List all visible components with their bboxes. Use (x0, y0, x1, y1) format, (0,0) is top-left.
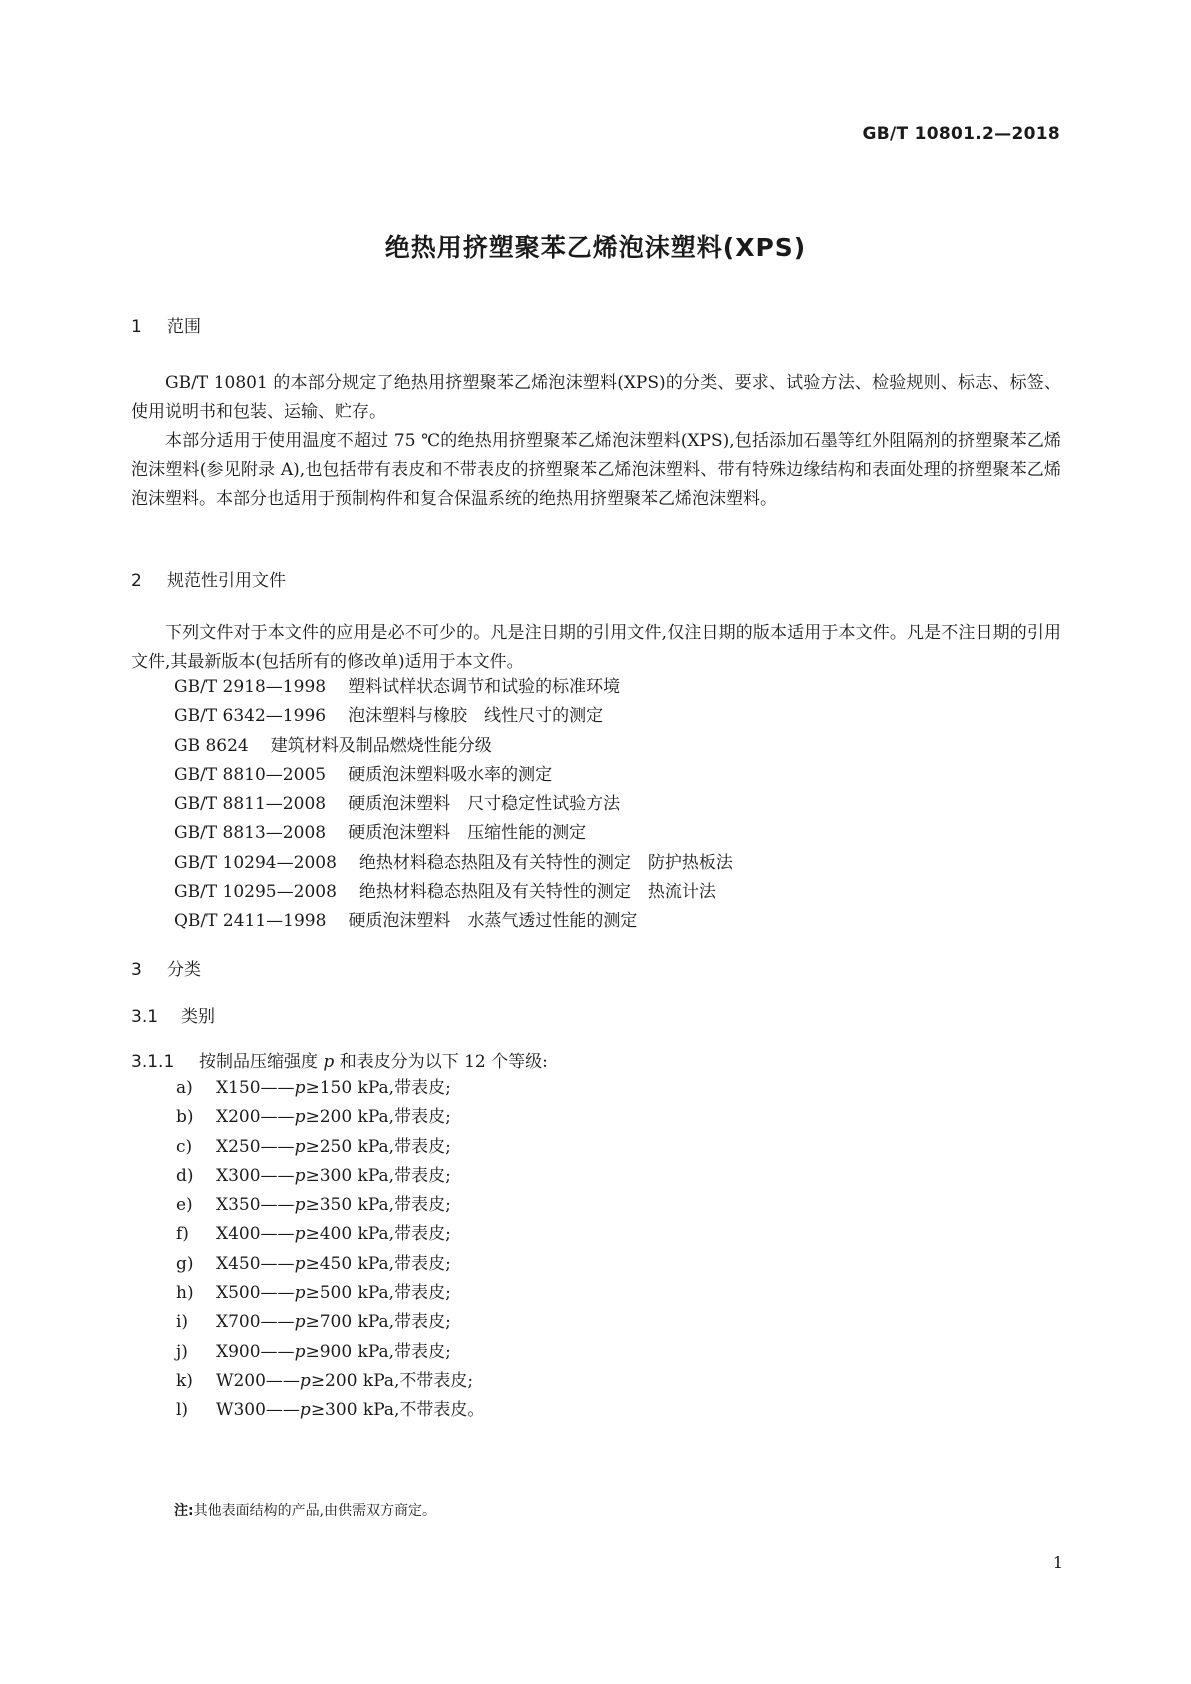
reference-item (174, 819, 733, 848)
list-item (176, 1162, 484, 1191)
clause-3-1-1 (131, 1047, 548, 1072)
list-letter: f) (176, 1224, 189, 1245)
reference-title: 绝热材料稳态热阻及有关特性的测定 防护热板法 (358, 852, 733, 873)
list-item (176, 1250, 484, 1279)
reference-item (174, 732, 733, 761)
grade-text: X250——p≥250 kPa,带表皮; (216, 1136, 451, 1157)
note-text: 其他表面结构的产品,由供需双方商定。 (193, 1503, 437, 1519)
section-2-intro (131, 619, 1061, 677)
list-letter: d) (176, 1165, 194, 1186)
grade-text: X300——p≥300 kPa,带表皮; (216, 1165, 451, 1186)
list-item (176, 1220, 484, 1249)
list-letter: j) (176, 1341, 188, 1362)
reference-title: 硬质泡沫塑料 压缩性能的测定 (348, 823, 587, 844)
paragraph: 下列文件对于本文件的应用是必不可少的。凡是注日期的引用文件,仅注日期的版本适用于本文件。凡是不注日期的引用文件,其最新版本(包括所有的修改单)适用于本文件。 (131, 623, 1061, 672)
reference-item (174, 702, 733, 731)
list-item (176, 1074, 484, 1103)
paragraph: 本部分适用于使用温度不超过 75 ℃的绝热用挤塑聚苯乙烯泡沫塑料(XPS),包括添加石墨等红外阻隔剂的挤塑聚苯乙烯泡沫塑料(参见附录 A),也包括带有表皮和不带表皮的挤塑聚苯乙烯泡沫塑料、带有特殊边缘结构和表面处理的挤塑聚苯乙烯泡沫塑料。本部分也适用于预制构件和复合保温系统的绝热用挤塑聚苯乙烯泡沫塑料。 (131, 431, 1061, 509)
list-letter: g) (176, 1253, 194, 1274)
reference-title: 泡沫塑料与橡胶 线性尺寸的测定 (348, 706, 604, 727)
grade-text: X150——p≥150 kPa,带表皮; (216, 1078, 451, 1098)
note (174, 1500, 436, 1520)
reference-code: GB/T 8811—2008 (174, 794, 327, 815)
subsection-title: 类别 (181, 1007, 215, 1027)
list-item (176, 1133, 484, 1162)
reference-list (174, 673, 733, 937)
reference-code: GB/T 10294—2008 (174, 852, 337, 873)
subsection-number: 3.1 (131, 1007, 159, 1027)
grade-text: X400——p≥400 kPa,带表皮; (216, 1224, 451, 1245)
section-number: 2 (131, 571, 142, 591)
reference-code: GB/T 8810—2005 (174, 764, 327, 785)
section-3-heading (131, 955, 201, 980)
list-letter: e) (176, 1195, 193, 1216)
list-letter: a) (176, 1078, 193, 1098)
grade-text: X350——p≥350 kPa,带表皮; (216, 1195, 451, 1216)
reference-code: QB/T 2411—1998 (174, 911, 327, 932)
reference-title: 硬质泡沫塑料 水蒸气透过性能的测定 (348, 911, 638, 932)
reference-title: 硬质泡沫塑料吸水率的测定 (348, 764, 553, 785)
reference-item (174, 878, 733, 907)
section-1-heading (131, 312, 201, 337)
reference-code: GB 8624 (174, 735, 249, 756)
list-letter: l) (176, 1400, 189, 1421)
reference-code: GB/T 6342—1996 (174, 706, 327, 727)
list-item (176, 1338, 484, 1367)
grade-text: X200——p≥200 kPa,带表皮; (216, 1107, 451, 1128)
grade-text: X700——p≥700 kPa,带表皮; (216, 1312, 451, 1333)
list-letter: k) (176, 1370, 193, 1391)
reference-title: 塑料试样状态调节和试验的标准环境 (348, 677, 621, 697)
grade-text: X450——p≥450 kPa,带表皮; (216, 1253, 451, 1274)
grade-text: X900——p≥900 kPa,带表皮; (216, 1341, 451, 1362)
list-item (176, 1308, 484, 1337)
list-letter: c) (176, 1136, 193, 1157)
standard-number: GB/T 10801.2—2018 (862, 124, 1060, 144)
clause-text: 按制品压缩强度 (199, 1052, 318, 1072)
reference-item (174, 790, 733, 819)
section-title: 规范性引用文件 (167, 571, 286, 591)
section-title: 分类 (167, 960, 201, 980)
reference-item (174, 849, 733, 878)
clause-number: 3.1.1 (131, 1052, 175, 1072)
note-label: 注: (174, 1503, 194, 1519)
section-number: 3 (131, 960, 142, 980)
reference-item (174, 673, 733, 702)
document-title: 绝热用挤塑聚苯乙烯泡沫塑料(XPS) (384, 233, 807, 262)
paragraph: GB/T 10801 的本部分规定了绝热用挤塑聚苯乙烯泡沫塑料(XPS)的分类、要求、试验方法、检验规则、标志、标签、使用说明书和包装、运输、贮存。 (131, 373, 1061, 422)
section-title: 范围 (167, 317, 201, 337)
section-number: 1 (131, 317, 142, 337)
reference-item (174, 761, 733, 790)
section-2-heading (131, 566, 286, 591)
list-letter: h) (176, 1283, 194, 1304)
reference-code: GB/T 10295—2008 (174, 882, 337, 903)
grade-text: W200——p≥200 kPa,不带表皮; (216, 1370, 474, 1391)
list-item (176, 1279, 484, 1308)
grade-text: W300——p≥300 kPa,不带表皮。 (216, 1400, 485, 1421)
page-number: 1 (1052, 1553, 1063, 1572)
reference-code: GB/T 2918—1998 (174, 677, 327, 697)
grade-list (176, 1074, 484, 1426)
list-item (176, 1191, 484, 1220)
clause-text: 和表皮分为以下 12 个等级: (339, 1052, 548, 1072)
pressure-symbol: p (323, 1052, 335, 1072)
reference-code: GB/T 8813—2008 (174, 823, 327, 844)
subsection-3-1-heading (131, 1002, 215, 1027)
section-1-body (131, 369, 1061, 514)
reference-title: 硬质泡沫塑料 尺寸稳定性试验方法 (348, 794, 621, 815)
list-item (176, 1396, 484, 1425)
reference-title: 绝热材料稳态热阻及有关特性的测定 热流计法 (358, 882, 716, 903)
list-item (176, 1103, 484, 1132)
list-item (176, 1367, 484, 1396)
grade-text: X500——p≥500 kPa,带表皮; (216, 1283, 451, 1304)
reference-title: 建筑材料及制品燃烧性能分级 (270, 735, 492, 756)
reference-item (174, 907, 733, 936)
list-letter: i) (176, 1312, 189, 1333)
list-letter: b) (176, 1107, 194, 1128)
